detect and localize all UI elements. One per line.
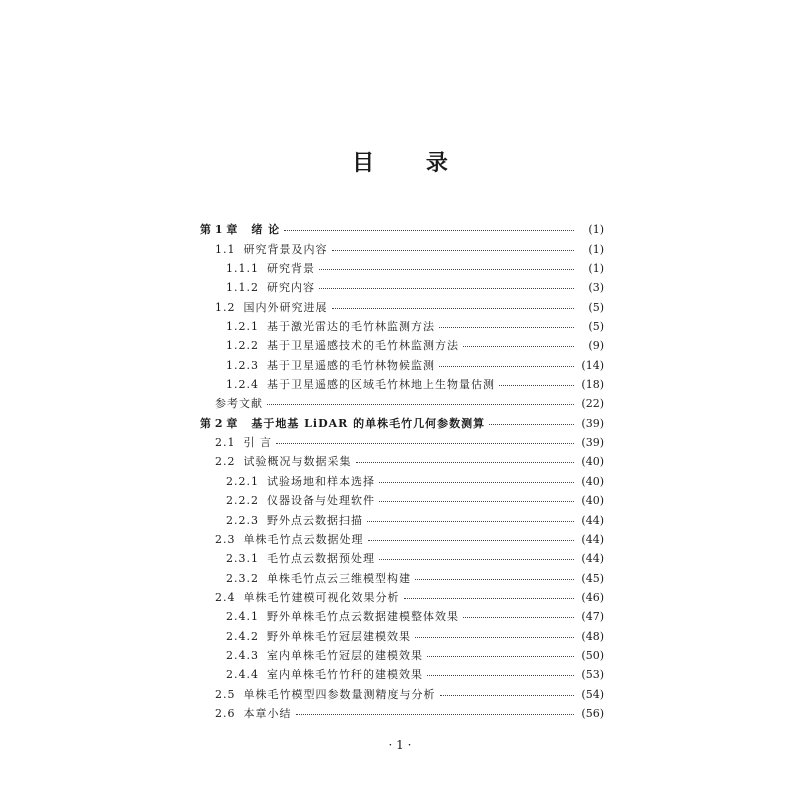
toc-entry-number: 1.1.1 [226,262,259,276]
toc-entry-page: (47) [581,610,604,624]
toc-entry-number: 2.4 [215,590,236,604]
toc-entry-number: 2.4.2 [226,629,259,643]
toc-entry-title: 绪 论 [251,223,281,237]
toc-entry-page: (22) [581,397,604,411]
toc-entry-page: (45) [581,571,604,585]
toc-entry-title: 研究内容 [267,281,315,295]
toc-section-row [200,256,604,275]
toc-entry-page: (54) [581,687,604,701]
toc-entry-number: 2.2.1 [226,474,259,488]
toc-entry-number: 1.1.2 [226,281,259,295]
toc-entry-title: 单株毛竹点云三维模型构建 [267,571,411,585]
toc-entry-page: (1) [588,223,604,237]
toc-section-row [200,372,604,391]
dot-leader [499,385,574,386]
toc-section-row [200,681,604,700]
toc-section-row [200,430,604,449]
toc-entry-number: 1.2.1 [226,320,259,334]
toc-entry-title: 试验场地和样本选择 [267,474,375,488]
toc-entry-title: 研究背景 [267,262,315,276]
toc-section-row [200,565,604,584]
toc-entry-title: 单株毛竹模型四参数量测精度与分析 [243,687,436,701]
toc-entry-number: 2.4.4 [226,668,259,682]
dot-leader [463,346,574,347]
toc-entry-page: (5) [588,320,604,334]
dot-leader [267,404,574,405]
toc-entry-page: (46) [581,590,604,604]
toc-section-row [200,314,604,333]
toc-entry-page: (44) [581,513,604,527]
toc-entry-title: 基于卫星遥感的毛竹林物候监测 [267,358,435,372]
toc-entry-title: 室内单株毛竹冠层的建模效果 [267,648,423,662]
toc-section-row [200,623,604,642]
dot-leader [379,501,574,502]
toc-chapter-row [200,217,604,236]
toc-section-row [200,662,604,681]
dot-leader [489,424,574,425]
toc-entry-page: (14) [581,358,604,372]
toc-section-row [200,546,604,565]
toc-entry-title: 引 言 [243,436,272,450]
toc-entry-title: 基于地基 LiDAR 的单株毛竹几何参数测算 [251,416,486,430]
toc-entry-page: (44) [581,532,604,546]
dot-leader [284,230,574,231]
dot-leader [440,695,575,696]
toc-section-row [200,449,604,468]
table-of-contents [200,217,604,720]
toc-entry-title: 国内外研究进展 [243,300,328,314]
toc-entry-page: (48) [581,629,604,643]
toc-section-row [200,236,604,255]
toc-section-row [200,585,604,604]
toc-section-row [200,488,604,507]
toc-entry-page: (1) [588,242,604,256]
page-number: · 1 · [388,738,412,752]
toc-entry-page: (39) [581,436,604,450]
toc-entry-number: 2.2 [215,455,236,469]
toc-section-row [200,643,604,662]
toc-entry-number: 1.2.3 [226,358,259,372]
toc-entry-page: (53) [581,668,604,682]
toc-entry-number: 1.2 [215,300,236,314]
toc-entry-page: (56) [581,706,604,720]
dot-leader [439,327,574,328]
toc-entry-page: (39) [581,416,604,430]
toc-entry-number: 2.5 [215,687,236,701]
dot-leader [439,366,574,367]
toc-entry-page: (9) [588,339,604,353]
toc-entry-number: 2.1 [215,436,236,450]
toc-entry-page: (1) [588,262,604,276]
toc-entry-page: (40) [581,455,604,469]
dot-leader [332,250,575,251]
dot-leader [367,521,574,522]
toc-entry-title: 毛竹点云数据预处理 [267,552,375,566]
toc-entry-number: 1.2.2 [226,339,259,353]
dot-leader [404,598,575,599]
dot-leader [319,288,574,289]
toc-entry-number: 第 2 章 [200,416,238,430]
dot-leader [415,579,574,580]
dot-leader [296,714,575,715]
toc-chapter-row [200,410,604,429]
toc-entry-page: (40) [581,494,604,508]
dot-leader [379,559,574,560]
toc-section-row [200,527,604,546]
dot-leader [427,675,574,676]
toc-entry-title: 基于激光雷达的毛竹林监测方法 [267,320,435,334]
dot-leader [427,656,574,657]
toc-section-row [200,604,604,623]
toc-entry-number: 2.2.2 [226,494,259,508]
toc-section-row [200,333,604,352]
toc-entry-title: 室内单株毛竹竹秆的建模效果 [267,668,423,682]
toc-entry-number: 2.4.1 [226,610,259,624]
toc-entry-number: 2.3.1 [226,552,259,566]
dot-leader [379,482,574,483]
dot-leader [356,462,575,463]
toc-entry-title: 单株毛竹建模可视化效果分析 [243,590,400,604]
toc-entry-title: 野外单株毛竹冠层建模效果 [267,629,411,643]
toc-entry-page: (40) [581,474,604,488]
toc-entry-page: (44) [581,552,604,566]
toc-entry-number: 2.3.2 [226,571,259,585]
toc-entry-page: (3) [588,281,604,295]
dot-leader [463,617,574,618]
toc-section-row [200,391,604,410]
toc-section-row [200,701,604,720]
dot-leader [415,637,574,638]
toc-entry-title: 野外点云数据扫描 [267,513,363,527]
toc-entry-title: 仪器设备与处理软件 [267,494,375,508]
toc-entry-number: 2.2.3 [226,513,259,527]
toc-entry-number: 1.1 [215,242,236,256]
toc-entry-title: 基于卫星遥感的区域毛竹林地上生物量估测 [267,378,495,392]
toc-entry-title: 基于卫星遥感技术的毛竹林监测方法 [267,339,459,353]
dot-leader [332,308,575,309]
toc-entry-title: 单株毛竹点云数据处理 [243,532,364,546]
toc-section-row [200,507,604,526]
toc-entry-page: (5) [588,300,604,314]
toc-entry-title: 本章小结 [243,706,292,720]
toc-entry-title: 研究背景及内容 [243,242,328,256]
dot-leader [368,540,575,541]
toc-entry-number: 2.3 [215,532,236,546]
toc-entry-title: 参考文献 [215,397,263,411]
toc-entry-number: 第 1 章 [200,223,238,237]
toc-section-row [200,275,604,294]
toc-entry-page: (50) [581,648,604,662]
toc-entry-title: 野外单株毛竹点云数据建模整体效果 [267,610,459,624]
dot-leader [276,443,574,444]
dot-leader [319,269,574,270]
toc-section-row [200,468,604,487]
toc-entry-number: 2.6 [215,706,236,720]
toc-section-row [200,352,604,371]
toc-entry-title: 试验概况与数据采集 [243,455,352,469]
toc-entry-page: (18) [581,378,604,392]
toc-entry-number: 1.2.4 [226,378,259,392]
toc-entry-number: 2.4.3 [226,648,259,662]
toc-section-row [200,294,604,313]
page-title: 目 录 [352,150,470,176]
